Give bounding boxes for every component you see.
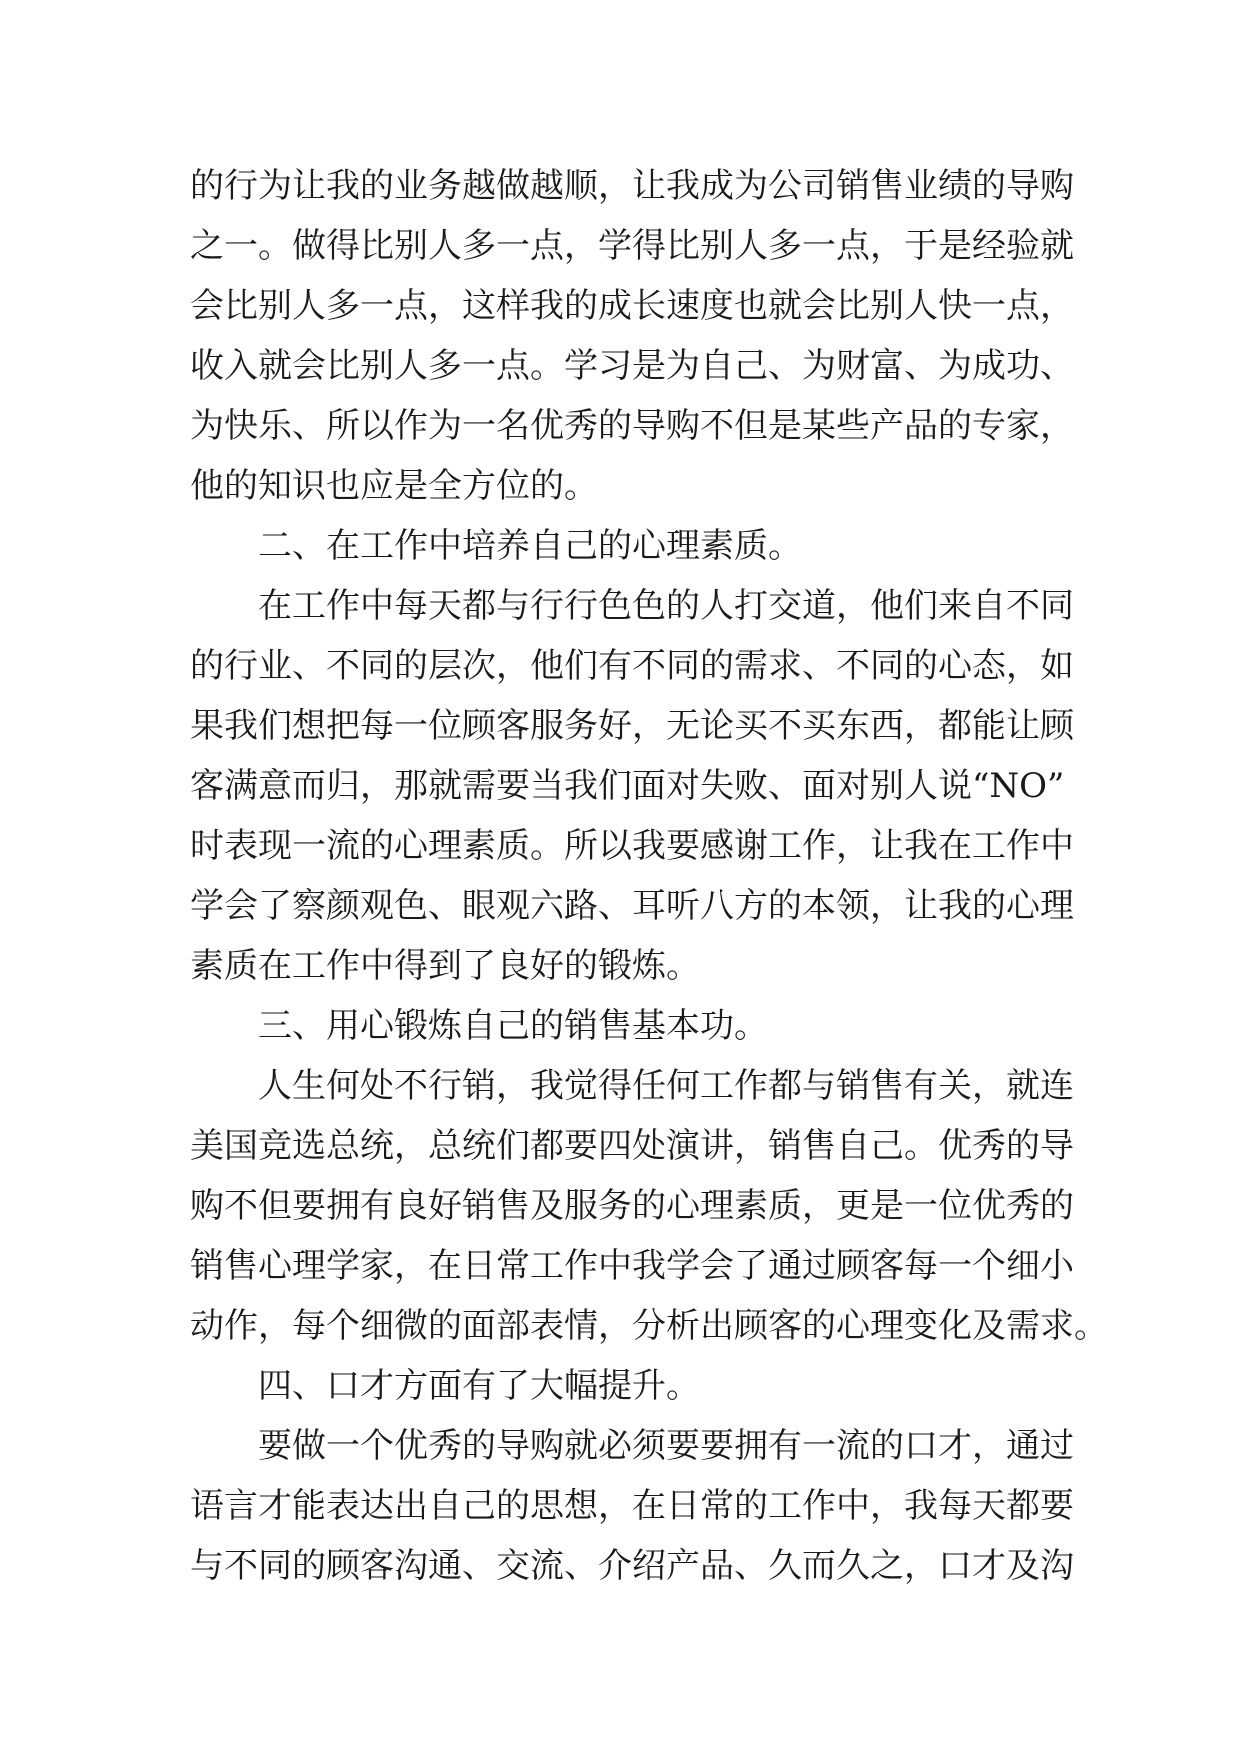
text-line: 人生何处不行销，我觉得任何工作都与销售有关，就连 bbox=[258, 1066, 1074, 1106]
text-line: 销售心理学家，在日常工作中我学会了通过顾客每一个细小 bbox=[190, 1246, 1074, 1286]
text-line: 语言才能表达出自己的思想，在日常的工作中，我每天都要 bbox=[190, 1486, 1074, 1526]
text-line: 美国竞选总统，总统们都要四处演讲，销售自己。优秀的导 bbox=[190, 1126, 1074, 1166]
text-line: 果我们想把每一位顾客服务好，无论买不买东西，都能让顾 bbox=[190, 706, 1074, 746]
text-line: 会比别人多一点，这样我的成长速度也就会比别人快一点， bbox=[190, 286, 1074, 326]
text-line: 动作，每个细微的面部表情，分析出顾客的心理变化及需求。 bbox=[190, 1306, 1108, 1346]
section-heading: 二、在工作中培养自己的心理素质。 bbox=[258, 526, 802, 566]
section-heading: 四、口才方面有了大幅提升。 bbox=[258, 1366, 700, 1406]
text-line: 的行业、不同的层次，他们有不同的需求、不同的心态，如 bbox=[190, 646, 1074, 686]
text-line: 之一。做得比别人多一点，学得比别人多一点，于是经验就 bbox=[190, 226, 1074, 266]
text-line: 要做一个优秀的导购就必须要要拥有一流的口才，通过 bbox=[258, 1426, 1074, 1466]
text-line: 与不同的顾客沟通、交流、介绍产品、久而久之，口才及沟 bbox=[190, 1546, 1074, 1586]
text-line: 学会了察颜观色、眼观六路、耳听八方的本领，让我的心理 bbox=[190, 886, 1074, 926]
text-line: 购不但要拥有良好销售及服务的心理素质，更是一位优秀的 bbox=[190, 1186, 1074, 1226]
text-line: 在工作中每天都与行行色色的人打交道，他们来自不同 bbox=[258, 586, 1074, 626]
text-line: 收入就会比别人多一点。学习是为自己、为财富、为成功、 bbox=[190, 346, 1074, 386]
text-line: 他的知识也应是全方位的。 bbox=[190, 466, 598, 506]
section-heading: 三、用心锻炼自己的销售基本功。 bbox=[258, 1006, 768, 1046]
text-line: 的行为让我的业务越做越顺，让我成为公司销售业绩的导购 bbox=[190, 166, 1074, 206]
text-line: 为快乐、所以作为一名优秀的导购不但是某些产品的专家， bbox=[190, 406, 1074, 446]
text-line: 时表现一流的心理素质。所以我要感谢工作，让我在工作中 bbox=[190, 826, 1074, 866]
text-line: 客满意而归，那就需要当我们面对失败、面对别人说“NO” bbox=[190, 766, 1065, 806]
text-line: 素质在工作中得到了良好的锻炼。 bbox=[190, 946, 700, 986]
